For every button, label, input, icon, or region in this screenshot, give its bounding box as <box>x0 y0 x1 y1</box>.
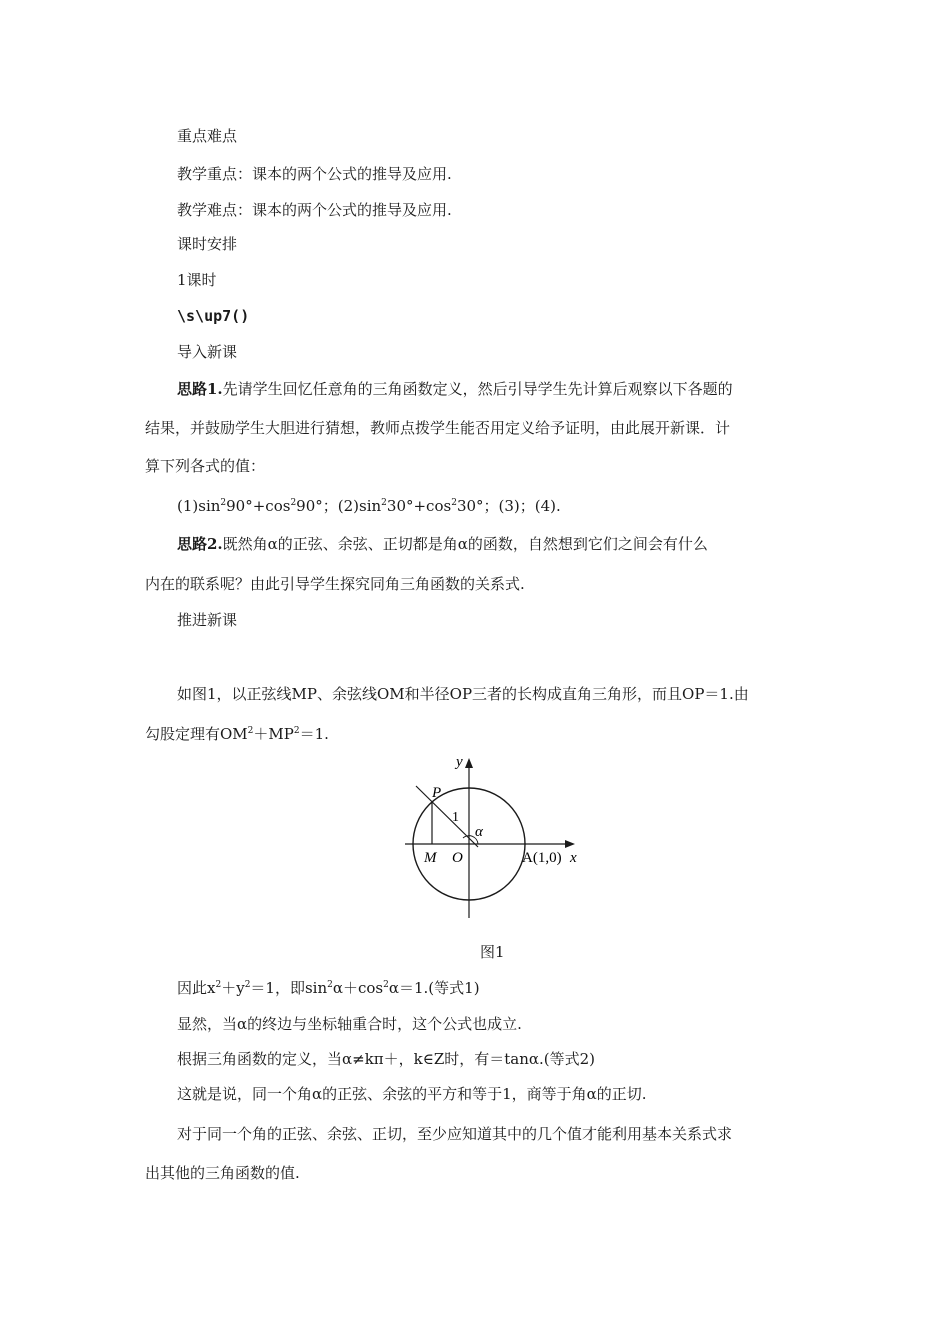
idea1-label: 思路1. <box>177 380 223 398</box>
para-fig-line1: 如图1，以正弦线MP、余弦线OM和半径OP三者的长构成直角三角形，而且OP＝1.由 <box>177 685 749 703</box>
eq1-sup-1: 2 <box>215 980 222 990</box>
idea2-label: 思路2. <box>177 535 223 553</box>
exercise-sup-3: 2 <box>381 498 387 508</box>
label-y: y <box>456 754 463 770</box>
eq1-sup-2: 2 <box>244 980 251 990</box>
x-axis-arrow <box>565 840 575 848</box>
exercise-line <box>177 496 561 516</box>
label-alpha: α <box>475 824 483 840</box>
figure-caption: 图1 <box>480 943 505 961</box>
schedule-heading: 课时安排 <box>177 235 238 253</box>
eq1-part-c: ＝1，即sin <box>250 979 328 997</box>
label-o: O <box>452 850 463 866</box>
field-code: \s\up7() <box>177 307 250 325</box>
eq1-part-e: α＝1.(等式1) <box>388 979 480 997</box>
closing-line2: 出其他的三角函数的值. <box>145 1164 300 1182</box>
label-x: x <box>570 850 577 866</box>
eq2-line: 根据三角函数的定义，当α≠kπ＋，k∈Z时，有＝tanα.(等式2) <box>177 1050 596 1068</box>
meaning-line: 这就是说，同一个角α的正弦、余弦的平方和等于1，商等于角α的正切. <box>177 1085 647 1103</box>
y-axis-arrow <box>465 758 473 768</box>
exercise-part-5: 30°；(3)；(4). <box>456 497 561 515</box>
para-fig-line2 <box>145 724 329 744</box>
label-one: 1 <box>452 810 459 825</box>
section-heading-key-points: 重点难点 <box>177 127 238 145</box>
intro-heading: 导入新课 <box>177 343 238 361</box>
advance-heading: 推进新课 <box>177 611 238 629</box>
para-fig-part-c: ＝1. <box>299 725 329 743</box>
para-fig-part-b: ＋MP <box>253 725 294 743</box>
exercise-sup-2: 2 <box>290 498 297 508</box>
obvious-line: 显然，当α的终边与坐标轴重合时，这个公式也成立. <box>177 1015 522 1033</box>
exercise-sup-1: 2 <box>220 498 227 508</box>
exercise-part-4: 30°+cos <box>386 497 452 515</box>
idea1-line3: 算下列各式的值： <box>145 457 266 475</box>
exercise-sup-4: 2 <box>451 498 457 508</box>
exercise-part-1: (1)sin <box>177 497 221 515</box>
eq1-part-d: α＋cos <box>332 979 384 997</box>
eq1-part-b: ＋y <box>221 979 245 997</box>
teaching-focus: 教学重点：课本的两个公式的推导及应用. <box>177 165 452 183</box>
schedule-value: 1课时 <box>177 271 217 289</box>
eq1-sup-3: 2 <box>327 980 333 990</box>
idea2-line1 <box>177 534 708 554</box>
label-p: P <box>432 785 442 801</box>
unit-circle-figure <box>400 750 600 930</box>
label-m: M <box>424 850 437 866</box>
exercise-part-3: 90°；(2)sin <box>296 497 382 515</box>
eq1-sup-4: 2 <box>383 980 389 990</box>
idea1-line1 <box>177 379 733 399</box>
para-fig-part-a: 勾股定理有OM <box>145 725 248 743</box>
idea2-text-1: 既然角α的正弦、余弦、正切都是角α的函数，自然想到它们之间会有什么 <box>222 535 708 553</box>
idea1-line2: 结果，并鼓励学生大胆进行猜想，教师点拨学生能否用定义给予证明，由此展开新课．计 <box>145 419 731 437</box>
exercise-part-2: 90°+cos <box>226 497 291 515</box>
idea1-text-1: 先请学生回忆任意角的三角函数定义，然后引导学生先计算后观察以下各题的 <box>222 380 733 398</box>
label-a: A(1,0) <box>522 850 562 866</box>
para-fig-sup-1: 2 <box>247 726 254 736</box>
eq1-line <box>177 978 480 998</box>
idea2-line2: 内在的联系呢？由此引导学生探究同角三角函数的关系式. <box>145 575 525 593</box>
closing-line1: 对于同一个角的正弦、余弦、正切，至少应知道其中的几个值才能利用基本关系式求 <box>177 1125 733 1143</box>
eq1-part-a: 因此x <box>177 979 216 997</box>
para-fig-sup-2: 2 <box>293 726 300 736</box>
teaching-difficulty: 教学难点：课本的两个公式的推导及应用. <box>177 201 452 219</box>
